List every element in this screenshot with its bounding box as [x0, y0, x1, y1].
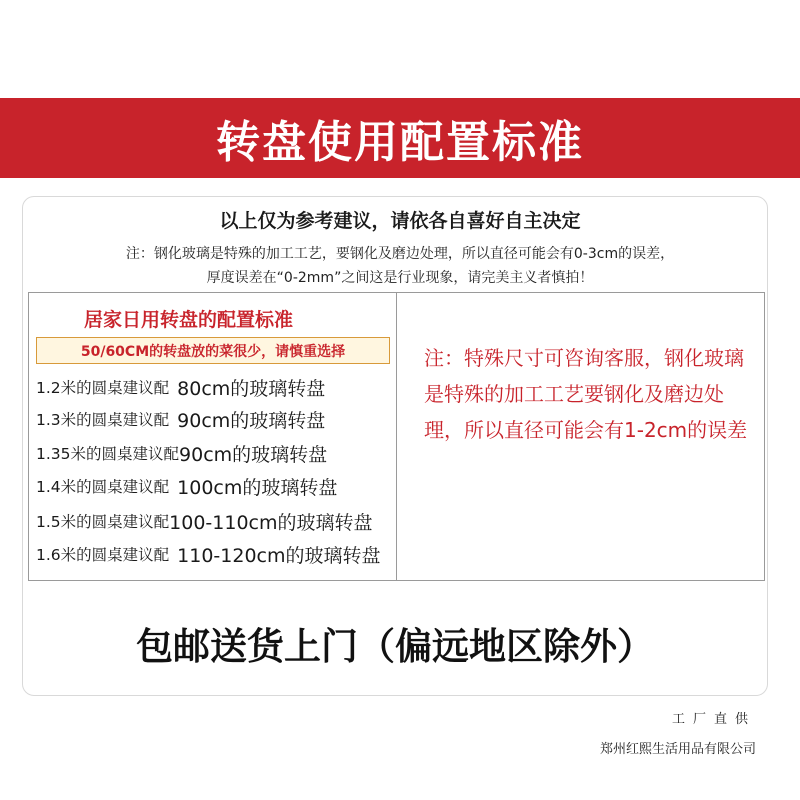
- recommendation-row: [36, 438, 406, 468]
- table-size: 1.35米的圆桌建议配: [36, 445, 180, 463]
- turntable-size: 90cm的玻璃转盘: [177, 409, 326, 432]
- table-size: 1.2米的圆桌建议配: [36, 379, 170, 397]
- turntable-size: 100-110cm的玻璃转盘: [169, 511, 373, 534]
- footer-company: 郑州红熙生活用品有限公司: [599, 742, 756, 757]
- turntable-size: 100cm的玻璃转盘: [177, 476, 338, 499]
- table-size: 1.5米的圆桌建议配: [36, 513, 170, 531]
- recommendation-row: [36, 506, 406, 536]
- warning-box: [36, 337, 390, 364]
- table-size: 1.4米的圆桌建议配: [36, 478, 170, 496]
- recommendation-row: [36, 539, 406, 569]
- warning-text: 50/60CM的转盘放的菜很少，请慎重选择: [80, 343, 346, 360]
- recommendation-row: [36, 404, 406, 434]
- footer-direct-supply: 工厂直供: [671, 712, 756, 727]
- recommendation-row: [36, 372, 406, 402]
- left-heading: 居家日用转盘的配置标准: [84, 309, 294, 331]
- table-size: 1.6米的圆桌建议配: [36, 546, 170, 564]
- headline: 以上仅为参考建议，请依各自喜好自主决定: [219, 210, 581, 232]
- turntable-size: 110-120cm的玻璃转盘: [177, 544, 381, 567]
- turntable-size: 90cm的玻璃转盘: [179, 443, 328, 466]
- table-divider: [396, 292, 397, 581]
- table-size: 1.3米的圆桌建议配: [36, 411, 170, 429]
- recommendation-row: [36, 471, 406, 501]
- title-banner: [0, 98, 800, 178]
- note-line-2: 厚度误差在“0-2mm”之间这是行业现象，请完美主义者慎拍！: [206, 270, 594, 286]
- note-line-1: 注：钢化玻璃是特殊的加工工艺，要钢化及磨边处理，所以直径可能会有0-3cm的误差，: [125, 246, 675, 262]
- banner-title: 转盘使用配置标准: [216, 117, 584, 168]
- custom-size-note: 注：特殊尺寸可咨询客服，钢化玻璃是特殊的加工工艺要钢化及磨边处理，所以直径可能会有1-2cm的误差: [424, 346, 748, 442]
- shipping-banner: 包邮送货上门（偏远地区除外）: [136, 625, 654, 668]
- turntable-size: 80cm的玻璃转盘: [177, 377, 326, 400]
